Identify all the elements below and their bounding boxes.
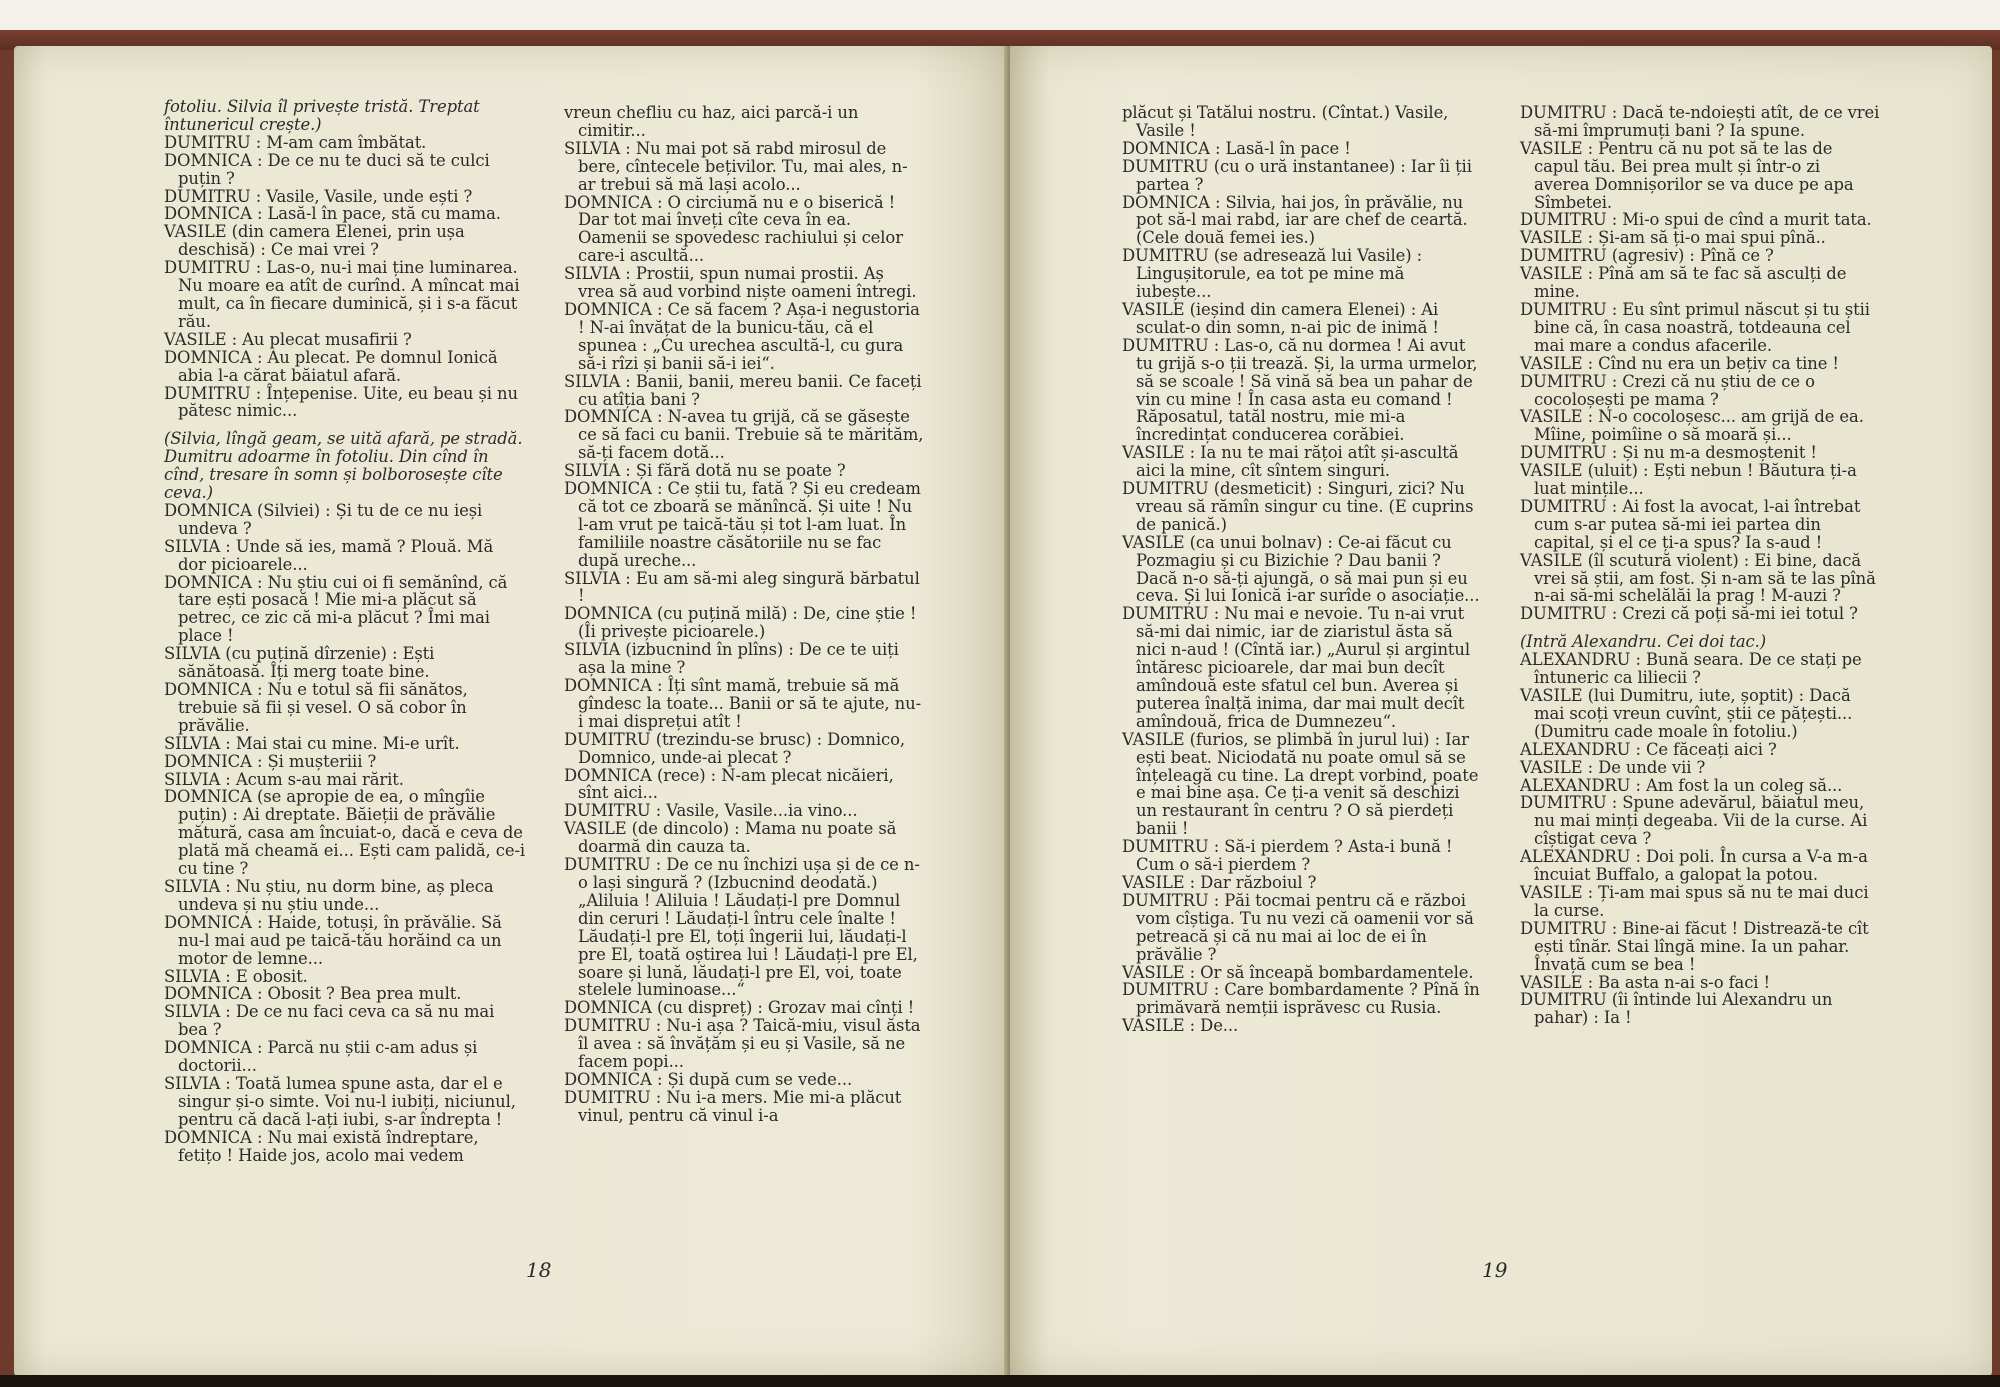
dialogue-line: DUMITRU : Care bombardamente ? Pînă în primăvară nemții isprăvesc cu Rusia. <box>1122 980 1480 1018</box>
dialogue-line: VASILE (ieșind din camera Elenei) : Ai sculat-o din somn, n-ai pic de inimă ! <box>1122 299 1439 337</box>
dialogue-line: SILVIA : Acum s-au mai rărit. <box>164 769 404 789</box>
dialogue-line: DUMITRU : Las-o, că nu dormea ! Ai avut tu grijă s-o ții trează. Și, la urma urmelor, să se scoale ! Să vină să bea un pahar de vin cu mine ! În casa asta eu comand ! Răposatul, tatăl nostru, mie mi-a încredințat conducerea corăbiei. <box>1122 335 1478 445</box>
dialogue-line: DOMNICA : Au plecat. Pe domnul Ionică abia l-a cărat băiatul afară. <box>164 347 498 385</box>
dialogue-line: DUMITRU : M-am cam îmbătat. <box>164 132 427 152</box>
dialogue-line: DOMNICA : Nu e totul să fii sănătos, trebuie să fii și vesel. O să cobor în prăvălie. <box>164 680 468 735</box>
dialogue-line: VASILE : Ba asta n-ai s-o faci ! <box>1520 972 1771 992</box>
dialogue-line: DOMNICA : Parcă nu știi c-am adus și doctorii... <box>164 1038 478 1076</box>
left-page <box>14 46 1010 1376</box>
dialogue-line: DUMITRU : Mi-o spui de cînd a murit tata. <box>1520 210 1872 230</box>
dialogue-line: VASILE (lui Dumitru, iute, șoptit) : Dacă mai scoți vreun cuvînt, știi ce pățești... (Dumitru cade moale în fotoliu.) <box>1520 686 1853 741</box>
dialogue-line: SILVIA : Nu știu, nu dorm bine, aș pleca undeva și nu știu unde... <box>164 876 494 914</box>
dialogue-line: ALEXANDRU : Ce făceați aici ? <box>1520 739 1777 759</box>
dialogue-line: DOMNICA : Lasă-l în pace, stă cu mama. <box>164 204 501 224</box>
dialogue-line: DUMITRU : Păi tocmai pentru că e război vom cîștiga. Tu nu vezi că oamenii vor să petreacă și că nu mai ai loc de ei în prăvălie ? <box>1122 890 1474 964</box>
dialogue-line: SILVIA : Eu am să-mi aleg singură bărbatul ! <box>564 568 920 606</box>
dialogue-line: VASILE (furios, se plimbă în jurul lui) : Iar ești beat. Niciodată nu poate omul să se înțeleagă cu tine. La drept vorbind, poate e mai bine așa. Ce ți-a venit să deschizi un restaurant în centru ? O să pierdeți banii ! <box>1122 729 1479 839</box>
dialogue-line: SILVIA : Unde să ies, mamă ? Plouă. Mă dor picioarele... <box>164 536 494 574</box>
dialogue-line: DOMNICA : Nu mai există îndreptare, fetițo ! Haide jos, acolo mai vedem <box>164 1127 479 1165</box>
dialogue-line: DUMITRU : Vasile, Vasile, unde ești ? <box>164 186 473 206</box>
dialogue-line: SILVIA : Și fără dotă nu se poate ? <box>564 461 846 481</box>
dialogue-line: VASILE : Cînd nu era un bețiv ca tine ! <box>1520 353 1839 373</box>
book-top-edge <box>0 0 2000 46</box>
dialogue-line: DUMITRU : Nu-i așa ? Taică-miu, visul ăsta îl avea : să învățăm și eu și Vasile, să ne facem popi... <box>564 1016 921 1072</box>
dialogue-line: VASILE : Or să înceapă bombardamentele. <box>1122 962 1474 982</box>
dialogue-line: DUMITRU (se adresează lui Vasile) : Lingușitorule, ea tot pe mine mă iubește... <box>1122 246 1423 302</box>
dialogue-line: SILVIA : Mai stai cu mine. Mi-e urît. <box>164 733 460 753</box>
dialogue-line: DUMITRU (desmeticit) : Singuri, zici? Nu vreau să rămîn singur cu tine. (E cuprins de panică.) <box>1122 479 1474 534</box>
dialogue-line: VASILE (din camera Elenei, prin ușa deschisă) : Ce mai vrei ? <box>164 222 465 260</box>
dialogue-line: DOMNICA : O circiumă nu e o biserică ! Dar tot mai înveți cîte ceva în ea. Oamenii se spovedesc rachiului și celor care-i ascultă... <box>564 192 903 266</box>
dialogue-line: SILVIA : Prostii, spun numai prostii. Aș vrea să aud vorbind niște oameni întregi. <box>564 264 917 302</box>
dialogue-line: VASILE : Pînă am să te fac să asculți de mine. <box>1520 264 1847 302</box>
dialogue-line: DOMNICA : Lasă-l în pace ! <box>1122 138 1351 158</box>
dialogue-line: VASILE : Ia nu te mai rățoi atît și-ascultă aici la mine, cît sîntem singuri. <box>1122 443 1459 481</box>
left-page-column-2 <box>564 104 924 1125</box>
dialogue-line: DUMITRU (trezindu-se brusc) : Domnico, Domnico, unde-ai plecat ? <box>564 729 905 767</box>
dialogue-line: VASILE : De unde vii ? <box>1520 757 1706 777</box>
dialogue-line: DUMITRU : Și nu m-a desmoștenit ! <box>1520 443 1817 463</box>
dialogue-line: VASILE : Ți-am mai spus să nu te mai duci la curse. <box>1520 882 1869 920</box>
dialogue-line: DUMITRU : Spune adevărul, băiatul meu, nu mai minți degeaba. Vii de la curse. Ai cîștigat ceva ? <box>1520 793 1868 849</box>
dialogue-line: SILVIA : Toată lumea spune asta, dar el e singur și-o simte. Voi nu-l iubiți, niciunul, pentru că dacă l-ați iubi, s-ar îndrepta ! <box>164 1073 516 1129</box>
dialogue-line: VASILE (uluit) : Ești nebun ! Băutura ți-a luat mințile... <box>1520 461 1857 499</box>
dialogue-line: DOMNICA : Silvia, hai jos, în prăvălie, nu pot să-l mai rabd, iar are chef de ceartă. (Cele două femei ies.) <box>1122 192 1468 248</box>
dialogue-line: SILVIA (izbucnind în plîns) : De ce te uiți așa la mine ? <box>564 640 899 678</box>
page-number-right: 19 <box>1482 1258 1508 1282</box>
dialogue-line: DOMNICA : De ce nu te duci să te culci puțin ? <box>164 150 490 188</box>
dialogue-line: DOMNICA (rece) : N-am plecat nicăieri, sînt aici... <box>564 765 894 803</box>
dialogue-line: DUMITRU : Las-o, nu-i mai ține luminarea. Nu moare ea atît de curînd. A mîncat mai mult, ca în fiecare duminică, și i s-a făcut rău. <box>164 258 520 331</box>
dialogue-line: fotoliu. Silvia îl privește tristă. Treptat întunericul crește.) <box>164 97 480 134</box>
dialogue-line: DOMNICA : Și mușteriii ? <box>164 751 377 771</box>
dialogue-line: vreun chefliu cu haz, aici parcă-i un cimitir... <box>564 103 859 140</box>
dialogue-line: DUMITRU : Eu sînt primul născut și tu știi bine că, în casa noastră, totdeauna cel mai mare a condus afacerile. <box>1520 299 1870 355</box>
dialogue-line: (Silvia, lîngă geam, se uită afară, pe stradă. Dumitru adoarme în fotoliu. Din cînd în cînd, tresare în somn și bolborosește cîte ceva.) <box>164 429 523 503</box>
dialogue-line: VASILE : Și-am să ți-o mai spui pînă.. <box>1520 228 1826 248</box>
dialogue-line: DOMNICA : Ce știi tu, fată ? Și eu credeam că tot ce zboară se mănîncă. Și uite ! Nu l-am vrut pe taică-tău și tot l-am luat. În familiile noastre căsătoriile nu se fac după ureche... <box>564 479 921 570</box>
dialogue-line: SILVIA : Banii, banii, mereu banii. Ce faceți cu atîția bani ? <box>564 371 922 409</box>
dialogue-line: VASILE (ca unui bolnav) : Ce-ai făcut cu Pozmagiu și cu Bizichie ? Dau banii ? Dacă n-o să-ți ajungă, o să mai pun și eu ceva. Și lui Ionică i-ar surîde o asociație... <box>1122 532 1480 606</box>
dialogue-line: ALEXANDRU : Doi poli. În cursa a V-a m-a încuiat Buffalo, a galopat la potou. <box>1520 847 1868 885</box>
dialogue-line: VASILE (de dincolo) : Mama nu poate să doarmă din cauza ta. <box>564 819 897 857</box>
dialogue-line: DOMNICA : Obosit ? Bea prea mult. <box>164 984 462 1004</box>
dialogue-line: DOMNICA : Haide, totuși, în prăvălie. Să nu-l mai aud pe taică-tău horăind ca un motor de lemne... <box>164 912 502 968</box>
dialogue-line: DUMITRU : Să-i pierdem ? Asta-i bună ! Cum o să-i pierdem ? <box>1122 837 1453 875</box>
dialogue-line: VASILE : N-o cocoloșesc... am grijă de ea. Mîine, poimîine o să moară și... <box>1520 407 1864 445</box>
right-page-column-1 <box>1122 104 1482 1035</box>
dialogue-line: ALEXANDRU : Bună seara. De ce stați pe întuneric ca liliecii ? <box>1520 650 1862 688</box>
dialogue-line: DUMITRU : De ce nu închizi ușa și de ce n-o lași singură ? (Izbucnind deodată.) „Aliluia ! Aliluia ! Lăudați-l pre Domnul din ceruri ! Lăudați-l întru cele înalte ! Lăudați-l pre El, toți îngerii lui, lăudați-l pre El, toată oștirea lui ! Lăudați-l pre El, soare și lună, lăudați-l pre El, voi, toate stelele luminoase...“ <box>564 855 920 1000</box>
dialogue-line: ALEXANDRU : Am fost la un coleg să... <box>1520 775 1843 795</box>
dialogue-line: DUMITRU : Vasile, Vasile...ia vino... <box>564 801 858 821</box>
dialogue-line: VASILE : Au plecat musafirii ? <box>164 329 412 349</box>
dialogue-line: (Intră Alexandru. Cei doi tac.) <box>1520 632 1767 652</box>
dialogue-line: VASILE : De... <box>1122 1016 1239 1036</box>
dialogue-line: DUMITRU : Bine-ai făcut ! Distrează-te cît ești tînăr. Stai lîngă mine. Ia un pahar. Învață cum se bea ! <box>1520 918 1869 974</box>
dialogue-line: plăcut și Tatălui nostru. (Cîntat.) Vasile, Vasile ! <box>1122 103 1449 140</box>
dialogue-line: SILVIA : Nu mai pot să rabd mirosul de bere, cîntecele bețivilor. Tu, mai ales, n-ar trebui să mă lași acolo... <box>564 138 908 194</box>
dialogue-line: DOMNICA : Și după cum se vede... <box>564 1069 853 1089</box>
dialogue-line: DUMITRU : Nu i-a mers. Mie mi-a plăcut vinul, pentru că vinul i-a <box>564 1087 902 1125</box>
dialogue-line: DOMNICA : Nu știu cui oi fi semănînd, că tare ești posacă ! Mie mi-a plăcut să petrec, ce zic că mi-a plăcut ? Îmi mai place ! <box>164 572 508 646</box>
dialogue-line: DOMNICA : Ce să facem ? Așa-i negustoria ! N-ai învățat de la bunicu-tău, că el spunea : „Cu urechea ascultă-l, cu gura să-i rîzi și banii să-i iei“. <box>564 299 920 373</box>
dialogue-line: DOMNICA (Silviei) : Și tu de ce nu ieși undeva ? <box>164 500 483 538</box>
dialogue-line: DUMITRU (agresiv) : Pînă ce ? <box>1520 246 1774 266</box>
dialogue-line: DUMITRU : Înțepenise. Uite, eu beau și nu pătesc nimic... <box>164 383 518 421</box>
page-number-left: 18 <box>526 1258 552 1282</box>
dialogue-line: DOMNICA : N-avea tu grijă, că se găsește ce să faci cu banii. Trebuie să te mărităm, să-ți facem dotă... <box>564 407 924 463</box>
dialogue-line: DUMITRU (cu o ură instantanee) : Iar îi ții partea ? <box>1122 156 1472 194</box>
dialogue-line: DOMNICA (cu puțină milă) : De, cine știe ! (Îi privește picioarele.) <box>564 604 917 642</box>
dialogue-line: VASILE : Pentru că nu pot să te las de capul tău. Bei prea mult și într-o zi averea Domnișorilor se va duce pe apa Sîmbetei. <box>1520 138 1854 212</box>
right-page-column-2 <box>1520 104 1880 1027</box>
dialogue-line: DOMNICA : Îți sînt mamă, trebuie să mă gîndesc la toate... Banii or să te ajute, nu-i mai disprețui atît ! <box>564 676 922 731</box>
dialogue-line: DOMNICA (cu dispreț) : Grozav mai cînți ! <box>564 998 915 1018</box>
book-bottom-edge <box>0 1375 2000 1387</box>
dialogue-line: DUMITRU : Dacă te-ndoiești atît, de ce vrei să-mi împrumuți bani ? Ia spune. <box>1520 103 1880 140</box>
dialogue-line: VASILE (îl scutură violent) : Ei bine, dacă vrei să știi, am fost. Și n-am să te las pînă n-ai să-mi schelălăi la prag ! M-auzi ? <box>1520 550 1876 606</box>
dialogue-line: DUMITRU : Ai fost la avocat, l-ai întrebat cum s-ar putea să-mi iei partea din capital, și el ce ți-a spus? Ia s-aud ! <box>1520 496 1861 552</box>
dialogue-line: DUMITRU : Crezi că nu știu de ce o cocoloșești pe mama ? <box>1520 371 1815 409</box>
left-page-column-1 <box>164 98 526 1164</box>
dialogue-line: DOMNICA (se apropie de ea, o mîngîie puțin) : Ai dreptate. Băieții de prăvălie mătură, casa am încuiat-o, dacă e ceva de plată mă cheamă ei... Ești cam palidă, ce-i cu tine ? <box>164 787 526 879</box>
dialogue-line: SILVIA (cu puțină dîrzenie) : Ești sănătoasă. Îți merg toate bine. <box>164 644 435 682</box>
dialogue-line: DUMITRU : Nu mai e nevoie. Tu n-ai vrut să-mi dai nimic, iar de ziaristul ăsta să nici n-aud ! (Cîntă iar.) „Aurul și argintul întăresc picioarele, dar mai bun decît amîndouă este sfatul cel bun. Averea și puterea înalță inima, dar mai mult decît amîndouă, frica de Dumnezeu“. <box>1122 604 1470 731</box>
right-page <box>1010 46 1992 1376</box>
dialogue-line: VASILE : Dar războiul ? <box>1122 872 1317 892</box>
dialogue-line: DUMITRU (îi întinde lui Alexandru un pahar) : Ia ! <box>1520 990 1833 1028</box>
dialogue-line: SILVIA : De ce nu faci ceva ca să nu mai bea ? <box>164 1002 495 1040</box>
dialogue-line: DUMITRU : Crezi că poți să-mi iei totul ? <box>1520 604 1858 624</box>
dialogue-line: SILVIA : E obosit. <box>164 966 308 986</box>
